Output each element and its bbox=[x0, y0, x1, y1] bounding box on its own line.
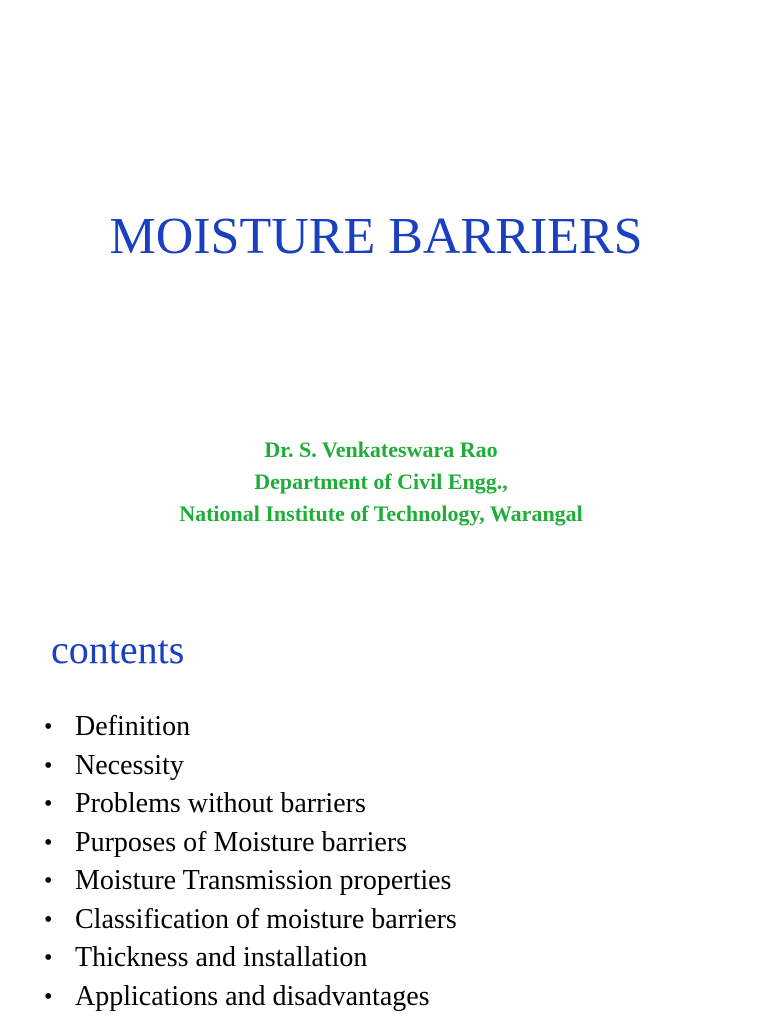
bullet-icon: • bbox=[44, 945, 53, 971]
list-item-text: Thickness and installation bbox=[75, 942, 368, 973]
list-item-text: Moisture Transmission properties bbox=[75, 865, 452, 896]
contents-slide bbox=[0, 600, 768, 1024]
list-item-text: Problems without barriers bbox=[75, 788, 366, 819]
author-block bbox=[0, 434, 762, 530]
author-institute: National Institute of Technology, Warangal bbox=[179, 501, 583, 526]
bullet-icon: • bbox=[44, 791, 53, 817]
list-item bbox=[44, 978, 457, 1017]
list-item-text: Necessity bbox=[75, 749, 184, 781]
list-item-text: Definition bbox=[75, 711, 191, 742]
bullet-icon: • bbox=[44, 829, 53, 856]
list-item-text: Classification of moisture barriers bbox=[75, 903, 457, 935]
bullet-icon: • bbox=[44, 983, 53, 1010]
list-item bbox=[44, 708, 457, 747]
list-item bbox=[44, 939, 457, 978]
list-item-text: Applications and disadvantages bbox=[75, 980, 430, 1012]
bullet-icon: • bbox=[44, 752, 53, 779]
list-item bbox=[44, 824, 457, 863]
author-department: Department of Civil Engg., bbox=[254, 469, 508, 494]
list-item bbox=[44, 901, 457, 940]
list-item-text: Purposes of Moisture barriers bbox=[75, 826, 408, 858]
contents-heading: contents bbox=[51, 627, 185, 672]
list-item bbox=[44, 785, 457, 824]
presentation-title: MOISTURE BARRIERS bbox=[109, 208, 643, 265]
bullet-icon: • bbox=[44, 906, 53, 933]
contents-list bbox=[44, 708, 457, 1016]
bullet-icon: • bbox=[44, 868, 53, 894]
list-item bbox=[44, 747, 457, 786]
list-item bbox=[44, 862, 457, 901]
bullet-icon: • bbox=[44, 714, 53, 740]
author-name: Dr. S. Venkateswara Rao bbox=[264, 437, 498, 462]
